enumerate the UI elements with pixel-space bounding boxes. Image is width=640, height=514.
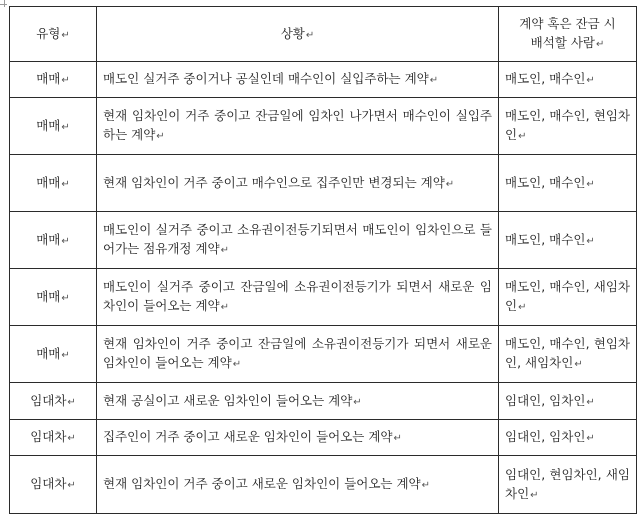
situation-cell: 현재 임차인이 거주 중이고 매수인으로 집주인만 변경되는 계약↵ xyxy=(97,155,499,212)
situation-cell: 현재 임차인이 거주 중이고 새로운 임차인이 들어오는 계약↵ xyxy=(97,456,499,514)
parties-cell: 매도인, 매수인, 현임차인↵ xyxy=(499,98,637,155)
header-row xyxy=(10,7,637,62)
situation-cell: 매도인이 실거주 중이고 잔금일에 소유권이전등기가 되면서 새로운 임차인이 들어오는 계약↵ xyxy=(97,269,499,326)
header-situation: 상황↵ xyxy=(97,7,499,62)
type-cell: 매매↵ xyxy=(10,98,97,155)
parties-cell: 임대인, 현임차인, 새임차인↵ xyxy=(499,456,637,514)
contract-attendee-table xyxy=(9,6,637,514)
situation-cell: 집주인이 거주 중이고 새로운 임차인이 들어오는 계약↵ xyxy=(97,420,499,456)
type-cell: 임대차↵ xyxy=(10,420,97,456)
table-row xyxy=(10,326,637,383)
table-row xyxy=(10,212,637,269)
type-cell: 매매↵ xyxy=(10,212,97,269)
corner-mark-horizontal xyxy=(0,4,7,5)
situation-cell: 현재 공실이고 새로운 임차인이 들어오는 계약↵ xyxy=(97,383,499,420)
parties-cell: 매도인, 매수인↵ xyxy=(499,212,637,269)
table-row xyxy=(10,456,637,514)
type-cell: 매매↵ xyxy=(10,155,97,212)
type-cell: 매매↵ xyxy=(10,326,97,383)
table-row xyxy=(10,269,637,326)
type-cell: 매매↵ xyxy=(10,62,97,98)
parties-cell: 임대인, 임차인↵ xyxy=(499,420,637,456)
situation-cell: 현재 임차인이 거주 중이고 잔금일에 임차인 나가면서 매수인이 실입주하는 계약↵ xyxy=(97,98,499,155)
parties-cell: 매도인, 매수인, 새임차인↵ xyxy=(499,269,637,326)
type-cell: 임대차↵ xyxy=(10,456,97,514)
table-row xyxy=(10,383,637,420)
type-cell: 임대차↵ xyxy=(10,383,97,420)
parties-cell: 매도인, 매수인, 현임차인, 새임차인↵ xyxy=(499,326,637,383)
table-row xyxy=(10,155,637,212)
table-row xyxy=(10,98,637,155)
situation-cell: 매도인 실거주 중이거나 공실인데 매수인이 실입주하는 계약↵ xyxy=(97,62,499,98)
table-row xyxy=(10,420,637,456)
parties-cell: 매도인, 매수인↵ xyxy=(499,155,637,212)
parties-cell: 매도인, 매수인↵ xyxy=(499,62,637,98)
situation-cell: 매도인이 실거주 중이고 소유권이전등기되면서 매도인이 임차인으로 들어가는 점유개정 계약↵ xyxy=(97,212,499,269)
header-type: 유형↵ xyxy=(10,7,97,62)
table-row xyxy=(10,62,637,98)
header-parties: 계약 혹은 잔금 시 배석할 사람↵ xyxy=(499,7,637,62)
parties-cell: 임대인, 임차인↵ xyxy=(499,383,637,420)
situation-cell: 현재 임차인이 거주 중이고 잔금일에 소유권이전등기가 되면서 새로운 임차인이 들어오는 계약↵ xyxy=(97,326,499,383)
type-cell: 매매↵ xyxy=(10,269,97,326)
